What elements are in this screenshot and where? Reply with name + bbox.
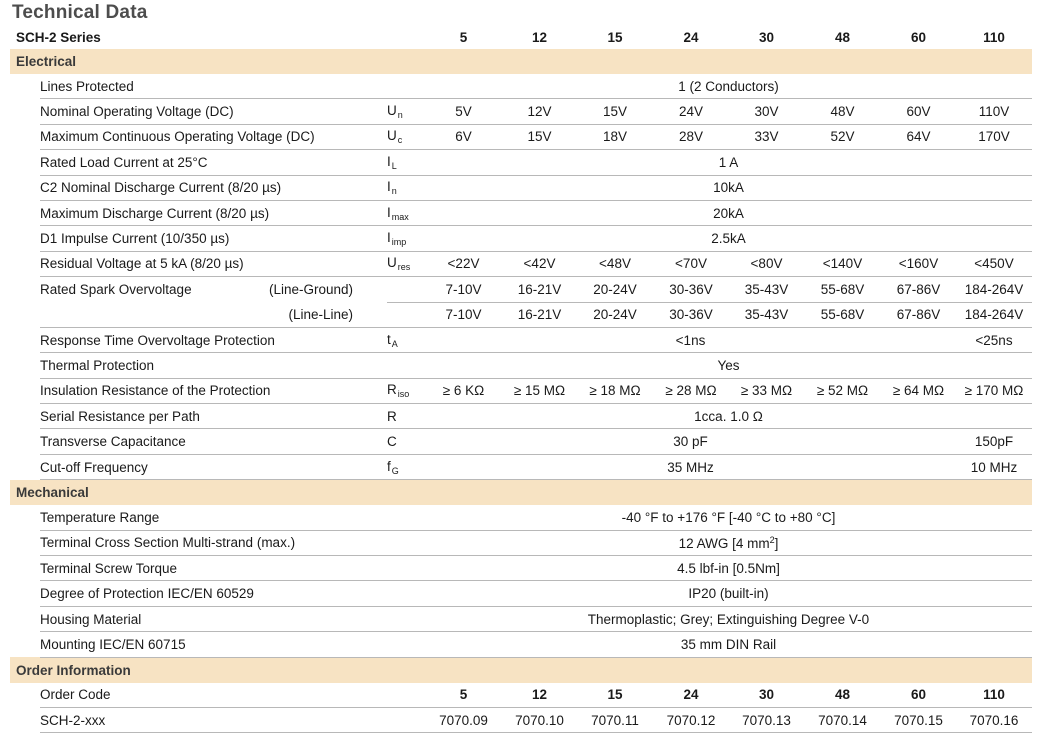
cell-value: ≥ 15 MΩ [502,378,577,403]
row-spark-overvoltage-line-ground [10,277,1032,302]
cell-value: 30V [729,99,804,124]
row-nominal-discharge-current [10,175,1032,200]
row-temperature-range [10,505,1032,530]
cell-value: 24V [653,99,729,124]
row-value: 2.5kA [425,226,1032,251]
model-header: 30 [758,30,775,45]
row-label: Rated Spark Overvoltage (Line-Ground) [40,282,353,298]
row-degree-of-protection [10,581,1032,606]
row-terminal-screw-torque [10,556,1032,581]
order-code: 7070.16 [956,707,1032,732]
cell-value: 184-264V [956,277,1032,302]
cell-value: 28V [653,124,729,149]
cell-value: 6V [425,124,502,149]
cell-value: <22V [425,251,502,276]
row-label: D1 Impulse Current (10/350 µs) [40,226,387,251]
order-code: 7070.13 [729,707,804,732]
cell-value: 7-10V [425,302,502,327]
order-code: 7070.12 [653,707,729,732]
cell-value: 16-21V [502,277,577,302]
model-header: 5 [425,683,502,708]
section-header-order-information: Order Information [10,657,1032,683]
row-label: Residual Voltage at 5 kA (8/20 µs) [40,251,387,276]
cell-value: 55-68V [804,277,881,302]
row-label: SCH-2-xxx [40,707,387,732]
cell-value: 67-86V [881,302,956,327]
row-value: 10kA [425,175,1032,200]
model-header: 24 [653,683,729,708]
cell-value: 16-21V [502,302,577,327]
cell-value: 67-86V [881,277,956,302]
row-label: Nominal Operating Voltage (DC) [40,99,387,124]
row-housing-material [10,606,1032,631]
cell-value: ≥ 64 MΩ [881,378,956,403]
row-value: 20kA [425,200,1032,225]
row-spark-overvoltage-line-line [10,302,1032,327]
row-max-discharge-current [10,200,1032,225]
cell-value: <80V [729,251,804,276]
cell-value: ≥ 52 MΩ [804,378,881,403]
cell-value: 18V [577,124,653,149]
cell-value: <25ns [956,327,1032,352]
row-label: Transverse Capacitance [40,429,387,454]
model-header: 60 [881,683,956,708]
row-label: Degree of Protection IEC/EN 60529 [40,581,387,606]
row-symbol: C [387,429,425,454]
model-header: 60 [910,30,927,45]
row-symbol: $t_A$ [387,327,425,352]
model-header: 12 [502,683,577,708]
cell-value: 35-43V [729,302,804,327]
row-label: Terminal Screw Torque [40,556,387,581]
cell-value: <450V [956,251,1032,276]
row-impulse-current [10,226,1032,251]
row-transverse-capacitance [10,429,1032,454]
row-value: IP20 (built-in) [425,581,1032,606]
row-symbol: $f_G$ [387,454,425,479]
model-header: 12 [531,30,548,45]
row-value: 1 A [425,150,1032,175]
cell-value: ≥ 170 MΩ [956,378,1032,403]
model-header: 48 [804,683,881,708]
row-label: Rated Load Current at 25°C [40,150,387,175]
row-value: 35 mm DIN Rail [425,632,1032,657]
row-value: 4.5 lbf-in [0.5Nm] [425,556,1032,581]
cell-value: 48V [804,99,881,124]
cell-value: 20-24V [577,277,653,302]
cell-value: ≥ 6 KΩ [425,378,502,403]
model-header: 110 [956,683,1032,708]
row-lines-protected [10,74,1032,99]
row-label: Terminal Cross Section Multi-strand (max.) [40,530,387,555]
cell-value: 55-68V [804,302,881,327]
section-header-mechanical: Mechanical [10,480,1032,506]
row-value: Thermoplastic; Grey; Extinguishing Degree V-0 [425,606,1032,631]
cell-value: <160V [881,251,956,276]
row-serial-resistance [10,404,1032,429]
row-label: Response Time Overvoltage Protection [40,327,387,352]
order-code: 7070.15 [881,707,956,732]
row-label: Mounting IEC/EN 60715 [40,632,387,657]
cell-value: 15V [502,124,577,149]
row-symbol: $R_{iso}$ [387,378,425,403]
cell-value: ≥ 33 MΩ [729,378,804,403]
row-symbol: $I_{imp}$ [387,226,425,251]
row-value: Yes [425,353,1032,378]
cell-value: 30-36V [653,302,729,327]
cell-value: 10 MHz [956,454,1032,479]
cell-value: 52V [804,124,881,149]
row-value: 30 pF [425,429,956,454]
technical-data-table [10,26,1032,733]
row-value: 12 AWG [4 $mm^2$] [425,530,1032,555]
series-header-row [10,26,1032,49]
row-cutoff-frequency [10,454,1032,479]
cell-value: 64V [881,124,956,149]
row-value: 35 MHz [425,454,956,479]
row-max-continuous-voltage [10,124,1032,149]
row-symbol: R [387,404,425,429]
row-label: Insulation Resistance of the Protection [40,378,387,403]
row-symbol: $I_n$ [387,175,425,200]
row-terminal-cross-section [10,530,1032,555]
model-header: 48 [834,30,851,45]
row-residual-voltage [10,251,1032,276]
cell-value: 20-24V [577,302,653,327]
cell-value: <70V [653,251,729,276]
cell-value: 15V [577,99,653,124]
row-label: C2 Nominal Discharge Current (8/20 µs) [40,175,387,200]
row-symbol: $U_c$ [387,124,425,149]
row-thermal-protection [10,353,1032,378]
row-label: Order Code [40,683,387,708]
cell-value: 184-264V [956,302,1032,327]
model-header: 15 [577,683,653,708]
row-symbol: $I_L$ [387,150,425,175]
row-symbol: $U_{res}$ [387,251,425,276]
cell-value: 110V [956,99,1032,124]
row-rated-load-current [10,150,1032,175]
row-value: 1cca. 1.0 Ω [425,404,1032,429]
row-value: <1ns [425,327,956,352]
row-order-codes [10,707,1032,732]
row-label: Temperature Range [40,505,387,530]
cell-value: 7-10V [425,277,502,302]
order-code: 7070.14 [804,707,881,732]
page-title: Technical Data [12,2,148,23]
row-insulation-resistance [10,378,1032,403]
cell-value: 60V [881,99,956,124]
row-response-time [10,327,1032,352]
row-label: (Line-Line) [40,302,387,327]
cell-value: ≥ 18 MΩ [577,378,653,403]
cell-value: <42V [502,251,577,276]
row-value: 1 (2 Conductors) [425,74,1032,99]
model-header: 110 [983,30,1005,45]
cell-value: 12V [502,99,577,124]
row-mounting [10,632,1032,657]
row-symbol: $U_n$ [387,99,425,124]
model-header: 5 [459,30,468,45]
model-header: 15 [607,30,623,45]
cell-value: 170V [956,124,1032,149]
order-code: 7070.10 [502,707,577,732]
row-label: Cut-off Frequency [40,454,387,479]
row-value: -40 °F to +176 °F [-40 °C to +80 °C] [425,505,1032,530]
order-code: 7070.09 [425,707,502,732]
cell-value: 150pF [956,429,1032,454]
row-label: Serial Resistance per Path [40,404,387,429]
cell-value: <48V [577,251,653,276]
cell-value: 5V [425,99,502,124]
cell-value: 35-43V [729,277,804,302]
cell-value: <140V [804,251,881,276]
section-header-electrical: Electrical [10,49,1032,74]
series-label: SCH-2 Series [16,30,101,45]
row-order-code-header [10,683,1032,708]
cell-value: 30-36V [653,277,729,302]
model-header: 24 [683,30,699,45]
row-label: Housing Material [40,606,387,631]
row-nominal-voltage [10,99,1032,124]
row-label: Lines Protected [40,74,387,99]
row-label: Maximum Continuous Operating Voltage (DC) [40,124,387,149]
order-code: 7070.11 [577,707,653,732]
row-label: Thermal Protection [40,353,387,378]
cell-value: ≥ 28 MΩ [653,378,729,403]
cell-value: 33V [729,124,804,149]
row-symbol: $I_{max}$ [387,200,425,225]
model-header: 30 [729,683,804,708]
row-label: Maximum Discharge Current (8/20 µs) [40,200,387,225]
